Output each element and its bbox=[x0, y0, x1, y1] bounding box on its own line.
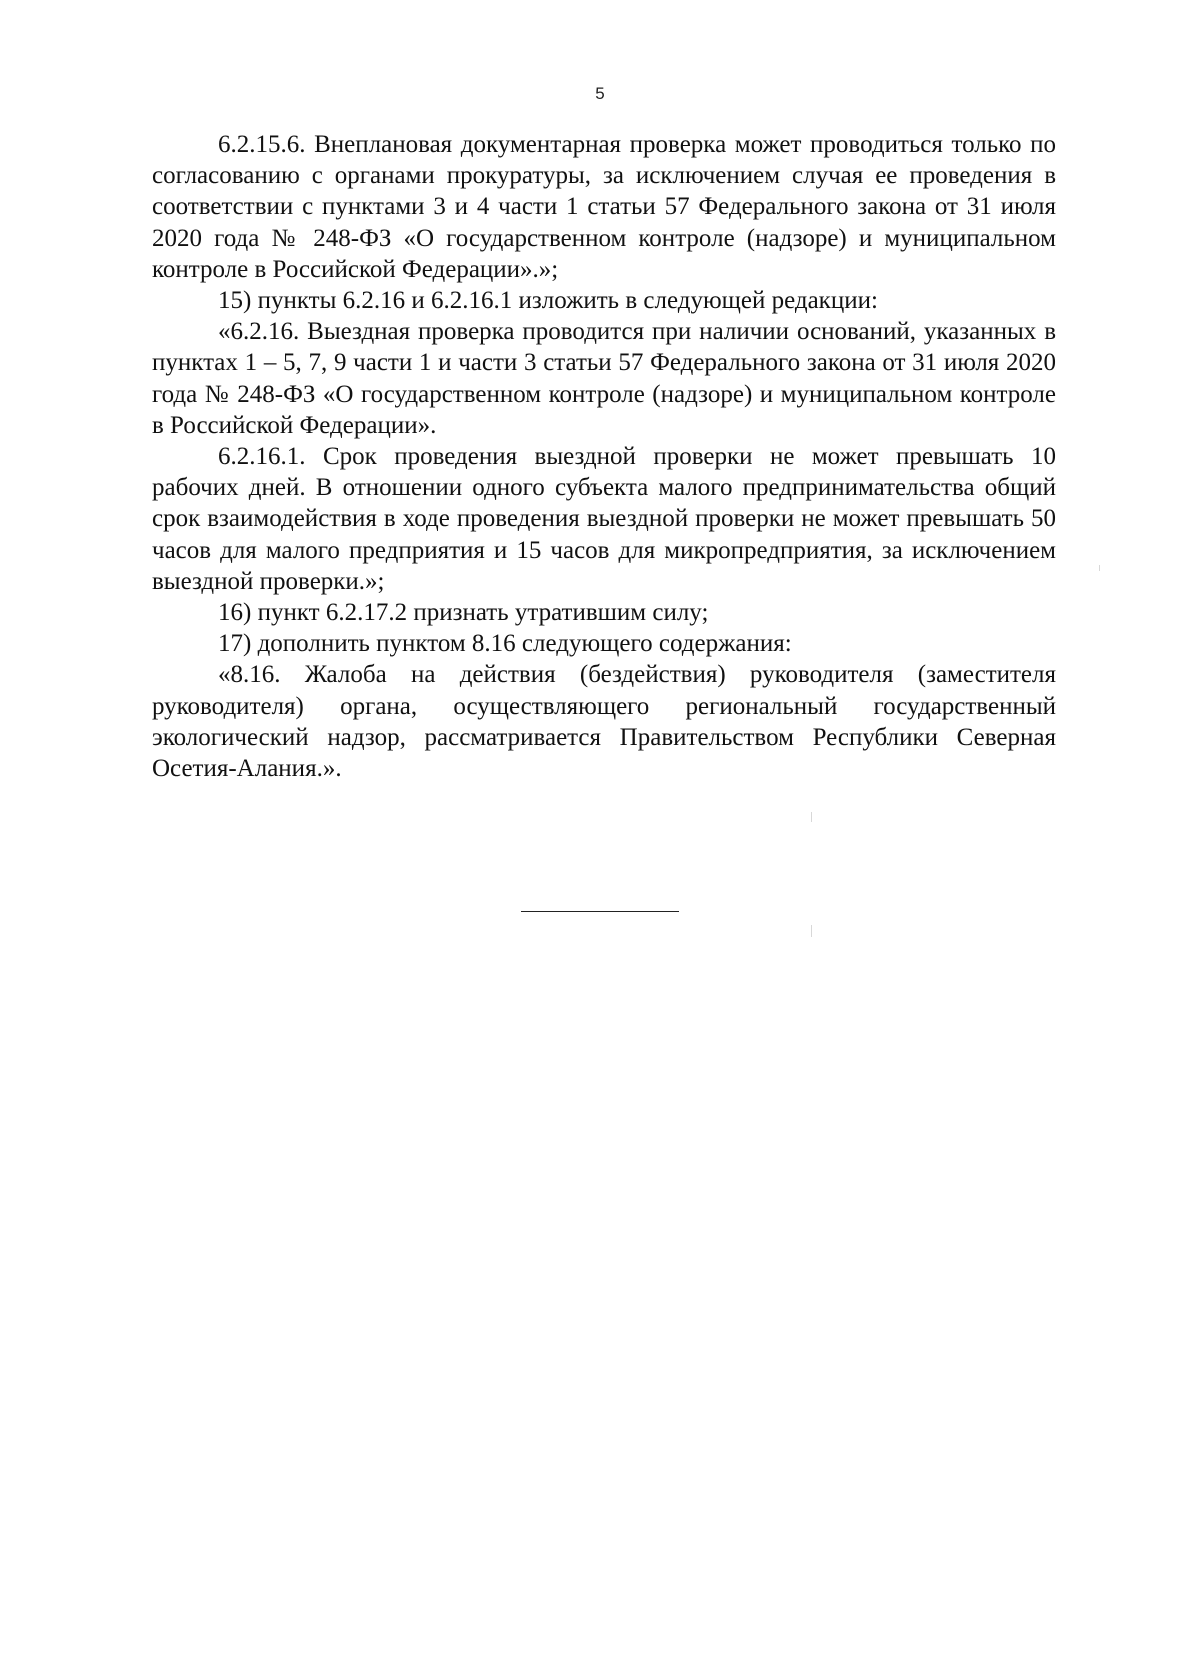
paragraph-item-15: 15) пункты 6.2.16 и 6.2.16.1 изложить в следующей редакции: bbox=[218, 287, 878, 315]
paragraph-6-2-15-6: 6.2.15.6. Внеплановая документарная проверка может проводиться только по согласованию с органами прокуратуры, за исключением случая ее проведения в соответствии с пунктами 3 и 4 части 1 статьи 57 Федерального закона от 31 июля 2020 года № 248-ФЗ «О государственном контроле (надзоре) и муниципальном контроле в Российской Федерации».»; bbox=[152, 131, 1056, 283]
paragraph-8-16: «8.16. Жалоба на действия (бездействия) руководителя (заместителя руководителя) органа, осуществляющего региональный государственный экологический надзор, рассматривается Правительством Республики Северная Осетия-Алания.». bbox=[152, 661, 1056, 783]
page-number: 5 bbox=[595, 84, 605, 103]
document-body bbox=[152, 129, 1056, 784]
scan-artifact bbox=[811, 925, 812, 937]
paragraph-item-16: 16) пункт 6.2.17.2 признать утратившим силу; bbox=[218, 599, 709, 627]
scan-artifact bbox=[811, 812, 812, 822]
scan-artifact bbox=[1099, 565, 1100, 571]
paragraph-6-2-16: «6.2.16. Выездная проверка проводится при наличии оснований, указанных в пунктах 1 – 5, 7, 9 части 1 и части 3 статьи 57 Федерального закона от 31 июля 2020 года № 248-ФЗ «О государственном контроле (надзоре) и муниципальном контроле в Российской Федерации». bbox=[152, 318, 1056, 439]
end-of-document-rule bbox=[521, 911, 679, 912]
paragraph-6-2-16-1: 6.2.16.1. Срок проведения выездной проверки не может превышать 10 рабочих дней. В отношении одного субъекта малого предпринимательства общий срок взаимодействия в ходе проведения выездной проверки не может превышать 50 часов для малого предприятия и 15 часов для микропредприятия, за исключением выездной проверки.»; bbox=[152, 443, 1056, 595]
paragraph-item-17: 17) дополнить пунктом 8.16 следующего содержания: bbox=[218, 630, 792, 658]
